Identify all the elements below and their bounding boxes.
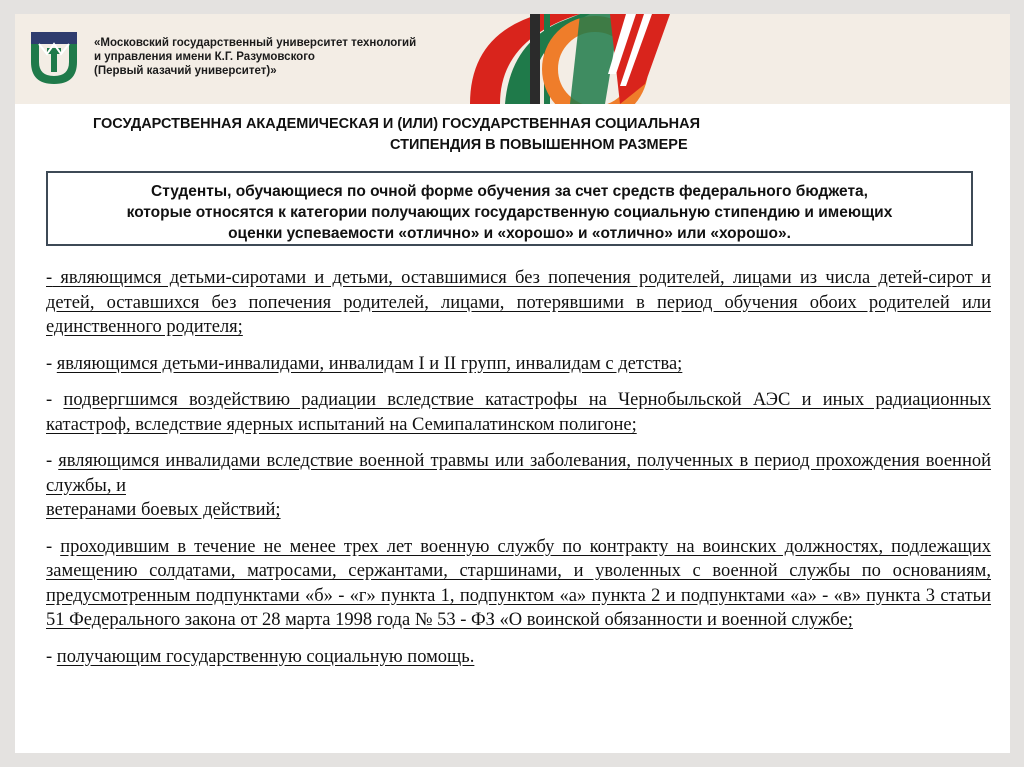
item-dash: -	[46, 451, 53, 471]
item-orphans: являющимся детьми-сиротами и детьми, оставшимися без попечения родителей, лицами из числа детей-сирот и детей, оставшихся без попечения родителей, лицами, потерявшими в период обучения обоих родителей или единственного родителя;	[46, 268, 991, 337]
box-line-1: Студенты, обучающиеся по очной форме обучения за счет средств федерального бюджета,	[151, 183, 868, 200]
title-line-2: СТИПЕНДИЯ В ПОВЫШЕННОМ РАЗМЕРЕ	[390, 137, 688, 153]
list-item	[46, 352, 991, 377]
item-military-injury: являющимся инвалидами вследствие военной травмы или заболевания, полученных в период прохождения военной службы, и	[46, 451, 991, 496]
list-item	[46, 535, 991, 633]
item-social-aid: получающим государственную социальную помощь.	[56, 646, 475, 667]
list-item	[46, 266, 991, 340]
title-line-1: ГОСУДАРСТВЕННАЯ АКАДЕМИЧЕСКАЯ И (ИЛИ) ГОСУДАРСТВЕННАЯ СОЦИАЛЬНАЯ	[93, 116, 701, 132]
item-radiation: подвергшимся воздействию радиации вследствие катастрофы на Чернобыльской АЭС и иных радиационных катастроф, вследствие ядерных испытаний на Семипалатинском полигоне;	[46, 390, 991, 435]
slide	[15, 14, 1010, 753]
list-item	[46, 498, 991, 523]
item-dash: -	[46, 536, 53, 557]
item-dash: -	[46, 353, 53, 374]
list-item	[46, 388, 991, 437]
item-dash: -	[46, 268, 53, 288]
item-dash: -	[46, 390, 53, 410]
item-veterans: ветеранами боевых действий;	[46, 500, 281, 520]
university-logo-icon	[31, 32, 77, 84]
list-item	[46, 449, 991, 498]
decorative-graphic	[430, 14, 1010, 104]
org-line-1: «Московский государственный университет технологий	[94, 37, 417, 49]
list-item	[46, 645, 991, 670]
org-line-3: (Первый казачий университет)»	[94, 65, 277, 77]
organization-name	[94, 36, 416, 78]
org-line-2: и управления имени К.Г. Разумовского	[94, 51, 315, 63]
criteria-list	[46, 266, 991, 681]
box-line-2: которые относятся к категории получающих государственную социальную стипендию и имеющих	[126, 204, 893, 221]
box-line-3: оценки успеваемости «отлично» и «хорошо» и «отлично» или «хорошо».	[228, 225, 791, 242]
item-contract-service: проходившим в течение не менее трех лет военную службу по контракту на воинских должностях, подлежащих замещению солдатами, матросами, сержантами, старшинами, и уволенных с военной службы по основаниям, предусмотренным подпунктами «б» - «г» пункта 1, подпунктом «а» пункта 2 и подпунктами «а» - «в» пункта 3 статьи 51 Федерального закона от 28 марта 1998 года № 53 - ФЗ «О воинской обязанности и военной службе;	[46, 536, 992, 630]
eligibility-box	[46, 171, 973, 246]
item-dash: -	[46, 646, 53, 667]
item-disabled: являющимся детьми-инвалидами, инвалидам I и II групп, инвалидам с детства;	[56, 353, 683, 374]
header-band	[15, 14, 1010, 104]
